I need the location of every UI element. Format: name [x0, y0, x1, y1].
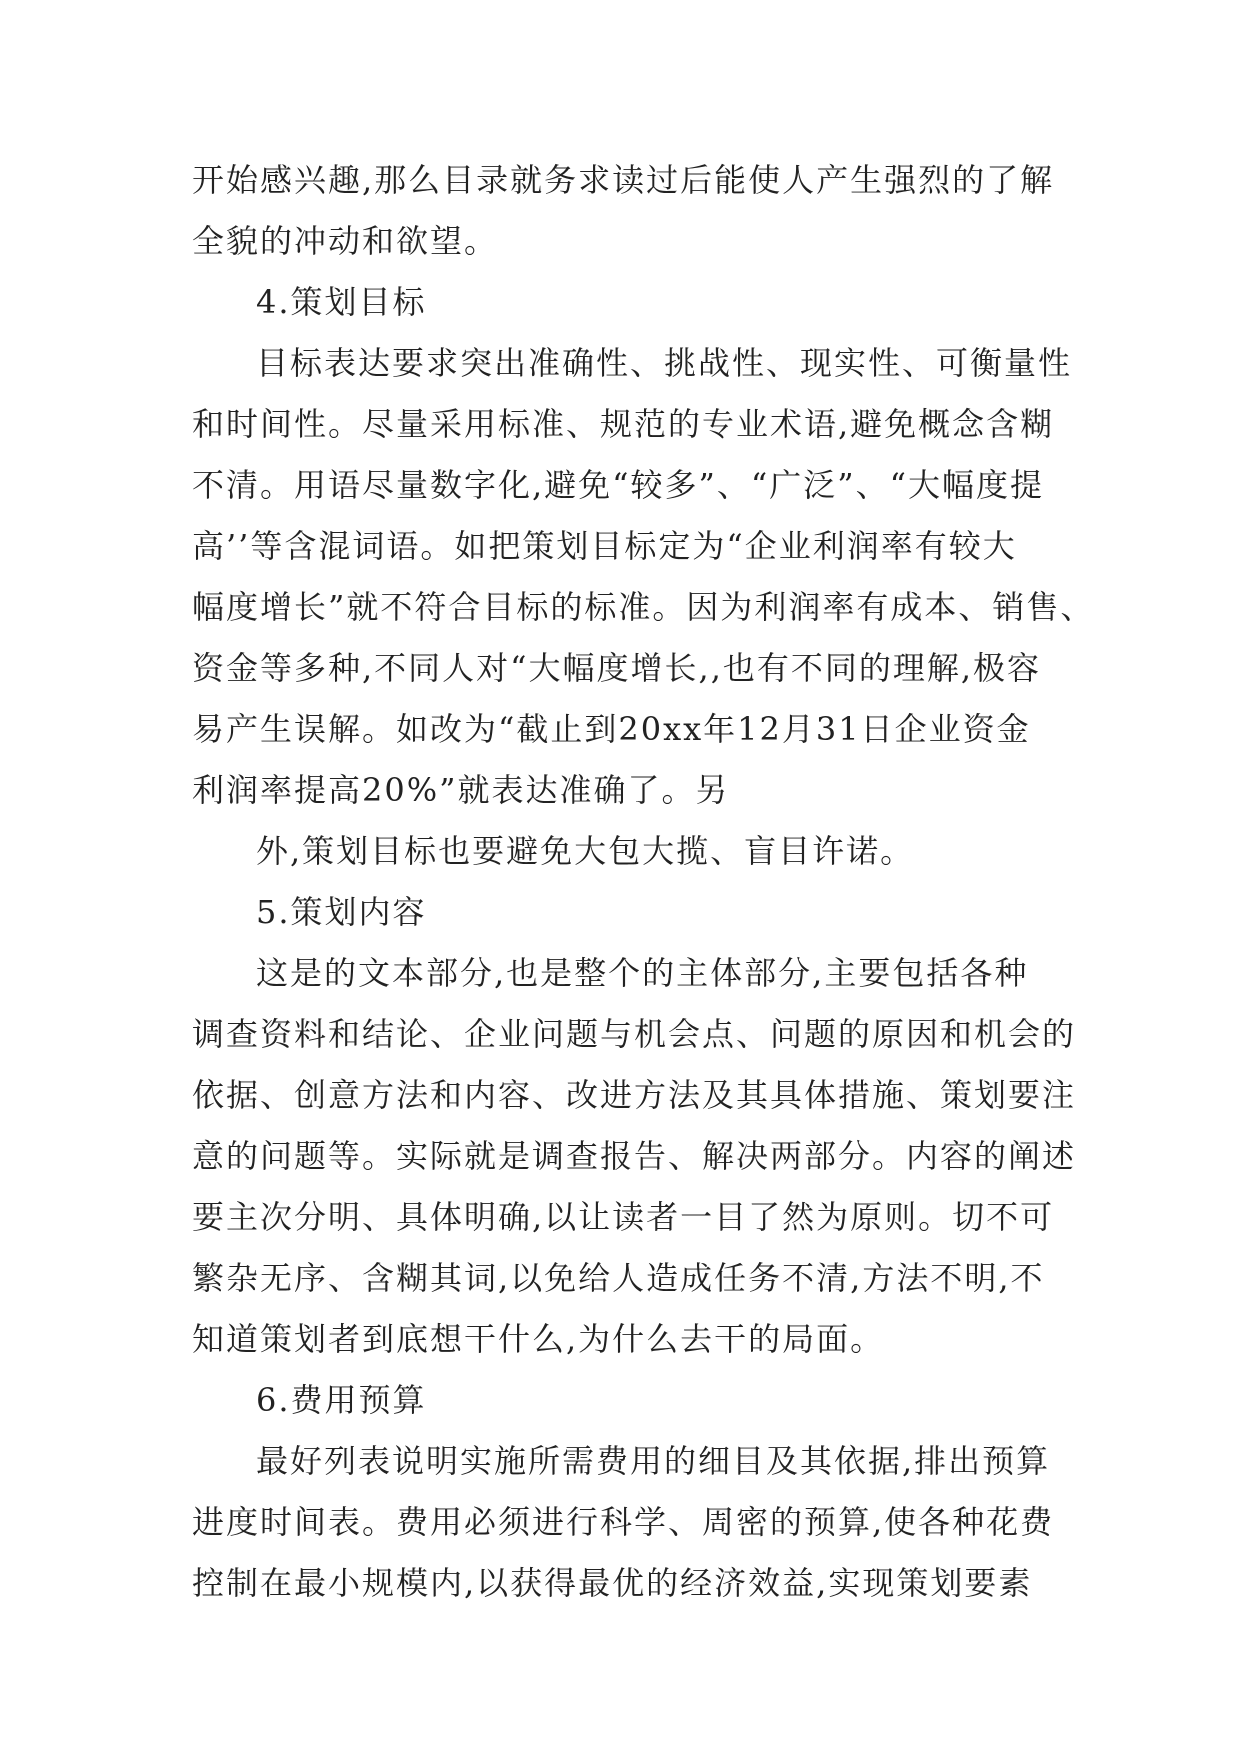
document-body	[192, 150, 1095, 1614]
text-line: 易产生误解。如改为“截止到20xx年12月31日企业资金	[192, 710, 1031, 748]
text-line: 利润率提高20%”就表达准确了。另	[192, 771, 730, 809]
text-line: 这是的文本部分,也是整个的主体部分,主要包括各种	[256, 954, 1029, 992]
text-line: 不清。用语尽量数字化,避免“较多”、“广泛”、“大幅度提	[192, 466, 1044, 504]
text-line: 控制在最小规模内,以获得最优的经济效益,实现策划要素	[192, 1564, 1033, 1602]
text-line: 目标表达要求突出准确性、挑战性、现实性、可衡量性	[256, 344, 1073, 382]
text-line: 开始感兴趣,那么目录就务求读过后能使人产生强烈的了解	[192, 161, 1055, 199]
text-line: 调查资料和结论、企业问题与机会点、问题的原因和机会的	[192, 1015, 1077, 1053]
text-line: 资金等多种,不同人对“大幅度增长,,也有不同的理解,极容	[192, 649, 1042, 687]
text-line: 4.策划目标	[256, 283, 427, 321]
text-line: 最好列表说明实施所需费用的细目及其依据,排出预算	[256, 1442, 1051, 1480]
text-line: 知道策划者到底想干什么,为什么去干的局面。	[192, 1320, 885, 1358]
text-line: 全貌的冲动和欲望。	[192, 222, 499, 260]
text-line: 意的问题等。实际就是调查报告、解决两部分。内容的阐述	[192, 1137, 1077, 1175]
text-line: 6.费用预算	[256, 1381, 427, 1419]
text-line: 和时间性。尽量采用标准、规范的专业术语,避免概念含糊	[192, 405, 1055, 443]
text-line: 5.策划内容	[256, 893, 427, 931]
text-line: 依据、创意方法和内容、改进方法及其具体措施、策划要注	[192, 1076, 1077, 1114]
text-line: 要主次分明、具体明确,以让读者一目了然为原则。切不可	[192, 1198, 1055, 1236]
text-line: 进度时间表。费用必须进行科学、周密的预算,使各种花费	[192, 1503, 1055, 1541]
text-line: 幅度增长”就不符合目标的标准。因为利润率有成本、销售、	[192, 588, 1095, 626]
text-line: 高’’等含混词语。如把策划目标定为“企业利润率有较大	[192, 527, 1017, 565]
text-line: 外,策划目标也要避免大包大揽、盲目许诺。	[256, 832, 915, 870]
text-line: 繁杂无序、含糊其词,以免给人造成任务不清,方法不明,不	[192, 1259, 1045, 1297]
